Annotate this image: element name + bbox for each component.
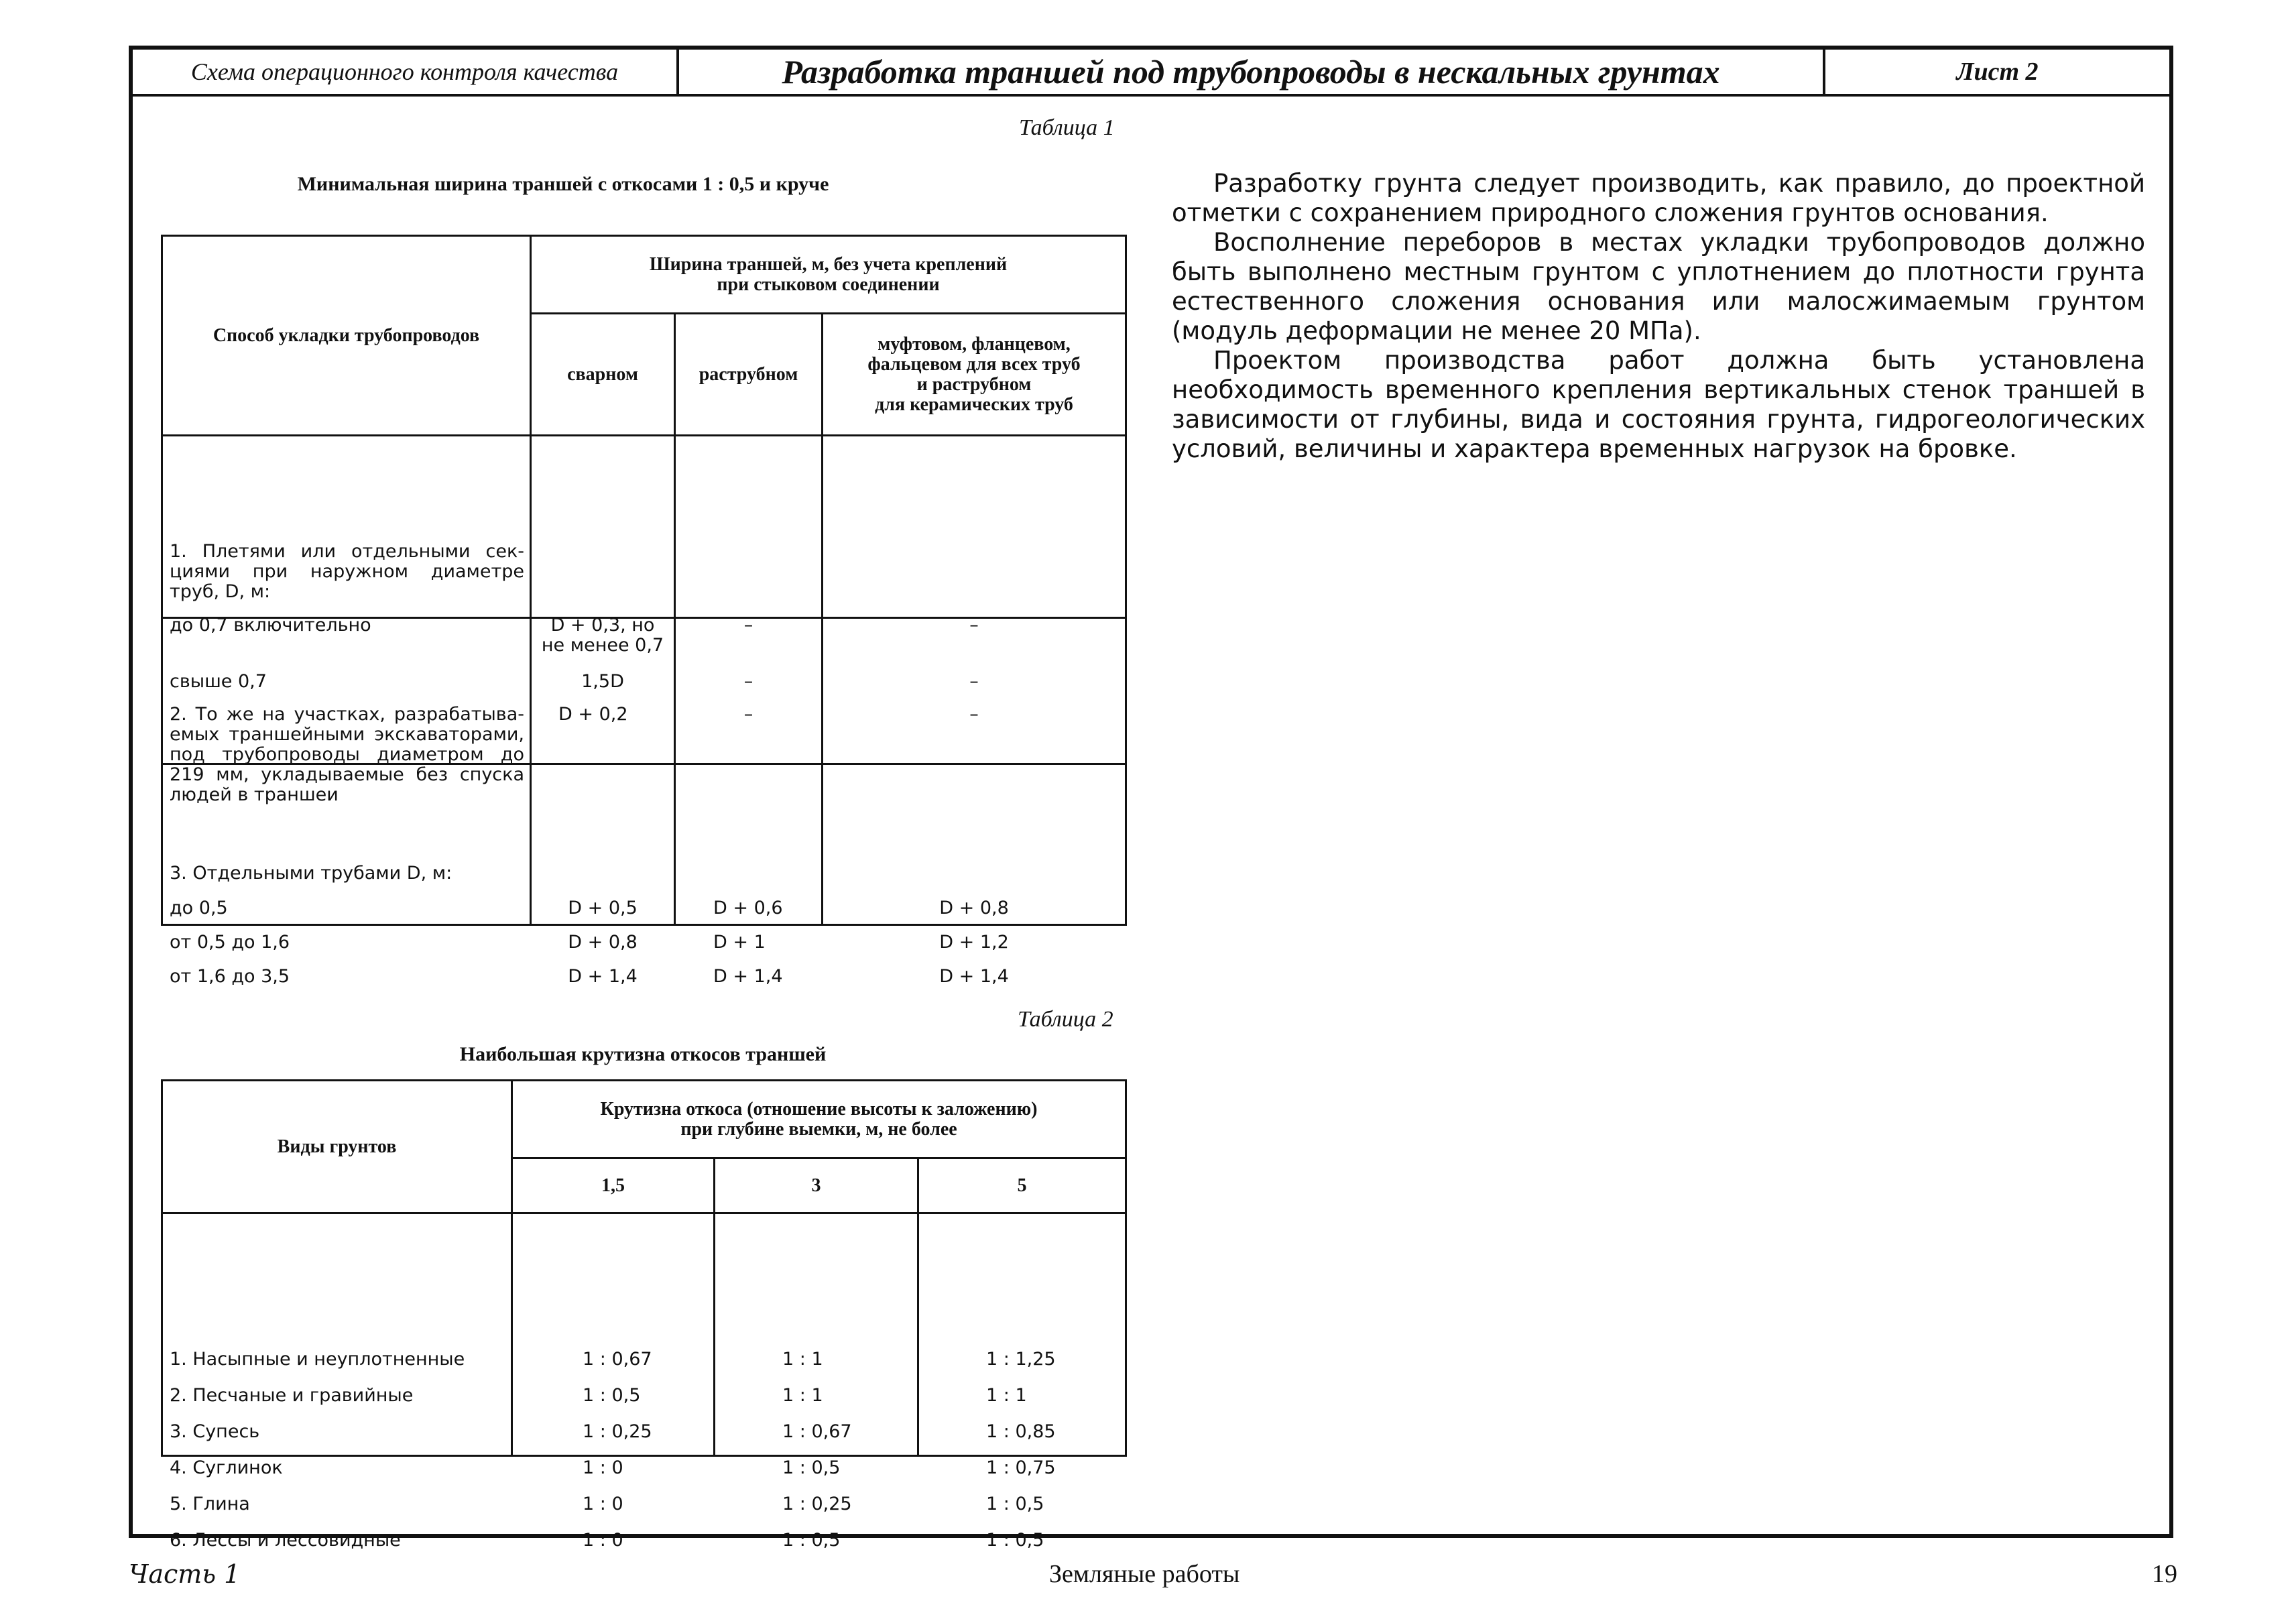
table2-row6-depth1: 1 : 0 xyxy=(583,1529,623,1551)
table2-row6-depth2: 1 : 0,5 xyxy=(782,1529,841,1551)
table2-row3-soil: 3. Супесь xyxy=(170,1421,260,1442)
table1-header-width-line2: при стыковом соединении xyxy=(717,274,940,295)
table1-row3-item3-socket: D + 1,4 xyxy=(713,965,783,987)
table1-row2-other: – xyxy=(969,703,979,725)
table2-row1-depth2: 1 : 1 xyxy=(782,1348,823,1370)
table1-row2-label-line1: 2. То же на участках, разрабатыва- xyxy=(170,703,524,725)
table1-row2-socket: – xyxy=(743,703,753,725)
table2-depth3-cell xyxy=(918,1213,1126,1551)
table1-header-other-line1: муфтовом, фланцевом, xyxy=(878,333,1071,355)
table1-row3-other-cell xyxy=(823,764,1126,987)
table2-row2-soil: 2. Песчаные и гравийные xyxy=(170,1384,414,1406)
header-scheme-label: Схема операционного контроля качества xyxy=(133,50,679,94)
table2-row3-depth2: 1 : 0,67 xyxy=(782,1421,852,1442)
table1 xyxy=(161,235,1127,987)
table2-caption: Таблица 2 xyxy=(1018,1007,1113,1032)
table2-row6-depth3: 1 : 0,5 xyxy=(986,1529,1044,1551)
table1-row1-welded-cell xyxy=(531,436,675,692)
table2-soil-cell xyxy=(162,1213,512,1551)
table2-header-slope-line2: при глубине выемки, м, не более xyxy=(680,1118,957,1140)
table2-row2-depth2: 1 : 1 xyxy=(782,1384,823,1406)
table2-title: Наибольшая крутизна откосов траншей xyxy=(459,1043,827,1065)
table1-row1-title-line1: 1. Плетями или отдельными сек- xyxy=(170,540,524,562)
table2-header-depth-3: 5 xyxy=(918,1158,1126,1213)
table2-row5-depth2: 1 : 0,25 xyxy=(782,1493,852,1514)
table1-row2-label-line4: 219 мм, укладываемые без спуска xyxy=(170,764,524,785)
table2-header-soil: Виды грунтов xyxy=(162,1081,512,1213)
table1-header-other xyxy=(823,314,1126,436)
table2-row5-depth1: 1 : 0 xyxy=(583,1493,623,1514)
table1-row2-label-line3: под трубопроводы диаметром до xyxy=(170,743,524,765)
table1-row1b-other: – xyxy=(969,670,979,692)
table1-row1-title-line3: труб, D, м: xyxy=(170,581,271,602)
table1-row1-title-line2: циями при наружном диаметре xyxy=(170,560,524,582)
table1-row3-item2-other: D + 1,2 xyxy=(939,931,1009,953)
table1-row1-other-cell xyxy=(823,436,1126,692)
table1-row3-socket-cell xyxy=(675,764,823,987)
table1-row3-item2-socket: D + 1 xyxy=(713,931,766,953)
table1-row3-item3-welded: D + 1,4 xyxy=(568,965,638,987)
table1-row1-label-cell xyxy=(162,436,531,692)
table1-row3-welded-cell xyxy=(531,764,675,987)
table2-row4-soil: 4. Суглинок xyxy=(170,1457,283,1478)
table2-row5-soil: 5. Глина xyxy=(170,1493,250,1514)
table1-header-socket: раструбном xyxy=(675,314,823,436)
table1-row1a-other: – xyxy=(969,614,979,636)
table2-row5-depth3: 1 : 0,5 xyxy=(986,1493,1044,1514)
table2-depth2-cell xyxy=(715,1213,918,1551)
table1-row3-item3-other: D + 1,4 xyxy=(939,965,1009,987)
table2-header-depth-2: 3 xyxy=(715,1158,918,1213)
table2-row1-depth3: 1 : 1,25 xyxy=(986,1348,1056,1370)
table1-row1a-label: до 0,7 включительно xyxy=(170,614,371,636)
table1-caption: Таблица 1 xyxy=(1019,115,1115,140)
table1-row1b-label: свыше 0,7 xyxy=(170,670,267,692)
body-paragraph-1: Разработку грунта следует производить, как правило, до проектной отметки с сохранением природного сложения грунтов основания. xyxy=(1172,169,2145,227)
table1-header-other-line4: для керамических труб xyxy=(875,394,1073,415)
body-paragraph-3: Проектом производства работ должна быть установлена необходимость временного крепления вертикальных стенок траншей в зависимости от глубины, вида и состояния грунта, гидрогеологических условий, величины и характера временных нагрузок на бровке. xyxy=(1172,346,2145,463)
table1-row2-welded: D + 0,2 xyxy=(558,703,628,725)
table2-header-slope xyxy=(512,1081,1126,1158)
table2-row3-depth1: 1 : 0,25 xyxy=(583,1421,652,1442)
table1-header-width xyxy=(531,236,1126,314)
table1-row1a-socket: – xyxy=(743,614,753,636)
table1-row3-item1-other: D + 0,8 xyxy=(939,897,1009,918)
table1-row3-item1-welded: D + 0,5 xyxy=(568,897,638,918)
table1-header-welded: сварном xyxy=(531,314,675,436)
table2-row6-soil: 6. Лессы и лессовидные xyxy=(170,1529,401,1551)
table1-header-width-line1: Ширина траншей, м, без учета креплений xyxy=(649,253,1008,275)
title-block xyxy=(133,50,2169,97)
table2-row2-depth3: 1 : 1 xyxy=(986,1384,1027,1406)
table1-row3-item1-socket: D + 0,6 xyxy=(713,897,783,918)
table1-row3-item3-label: от 1,6 до 3,5 xyxy=(170,965,290,987)
header-title: Разработка траншей под трубопроводы в нескальных грунтах xyxy=(679,50,1825,94)
table1-row1-socket-cell xyxy=(675,436,823,692)
table2-depth1-cell xyxy=(512,1213,715,1551)
table2-row1-soil: 1. Насыпные и неуплотненные xyxy=(170,1348,465,1370)
table2-header-depth-1: 1,5 xyxy=(512,1158,715,1213)
footer-page-number: 19 xyxy=(2152,1560,2177,1588)
table1-row3-item2-label: от 0,5 до 1,6 xyxy=(170,931,290,953)
table1-row1a-welded-line2: не менее 0,7 xyxy=(541,634,664,656)
table1-header-method: Способ укладки трубопроводов xyxy=(162,236,531,436)
table1-row2-label-line2: емых траншейными экскаваторами, xyxy=(170,723,524,745)
footer-part: Часть 1 xyxy=(129,1559,241,1589)
header-sheet-number: Лист 2 xyxy=(1956,58,2039,86)
table1-header-other-line2: фальцевом для всех труб xyxy=(867,353,1081,375)
table1-row1b-welded: 1,5D xyxy=(581,670,624,692)
table2-row4-depth3: 1 : 0,75 xyxy=(986,1457,1056,1478)
table1-row1a-welded-line1: D + 0,3, но xyxy=(550,614,655,636)
body-text xyxy=(1172,169,2145,464)
table2-row2-depth1: 1 : 0,5 xyxy=(583,1384,641,1406)
table1-header-other-line3: и раструбном xyxy=(916,373,1032,395)
table1-row3-title: 3. Отдельными трубами D, м: xyxy=(170,862,452,884)
table2-header-slope-line1: Крутизна откоса (отношение высоты к заложению) xyxy=(600,1098,1038,1120)
table2 xyxy=(161,1079,1127,1551)
footer-section: Земляные работы xyxy=(1049,1560,1240,1588)
table1-row1b-socket: – xyxy=(743,670,753,692)
body-paragraph-2: Восполнение переборов в местах укладки трубопроводов должно быть выполнено местным грунтом с уплотнением до плотности грунта естественного сложения основания или малосжимаемым грунтом (модуль деформации не менее 20 МПа). xyxy=(1172,228,2145,345)
table2-row3-depth3: 1 : 0,85 xyxy=(986,1421,1056,1442)
table1-row3-item2-welded: D + 0,8 xyxy=(568,931,638,953)
table1-title: Минимальная ширина траншей с откосами 1 : 0,5 и круче xyxy=(297,173,829,195)
table1-row3-item1-label: до 0,5 xyxy=(170,897,228,918)
table2-row4-depth1: 1 : 0 xyxy=(583,1457,623,1478)
table1-row2-label-line5: людей в траншеи xyxy=(170,784,339,805)
table2-row4-depth2: 1 : 0,5 xyxy=(782,1457,841,1478)
table2-row1-depth1: 1 : 0,67 xyxy=(583,1348,652,1370)
